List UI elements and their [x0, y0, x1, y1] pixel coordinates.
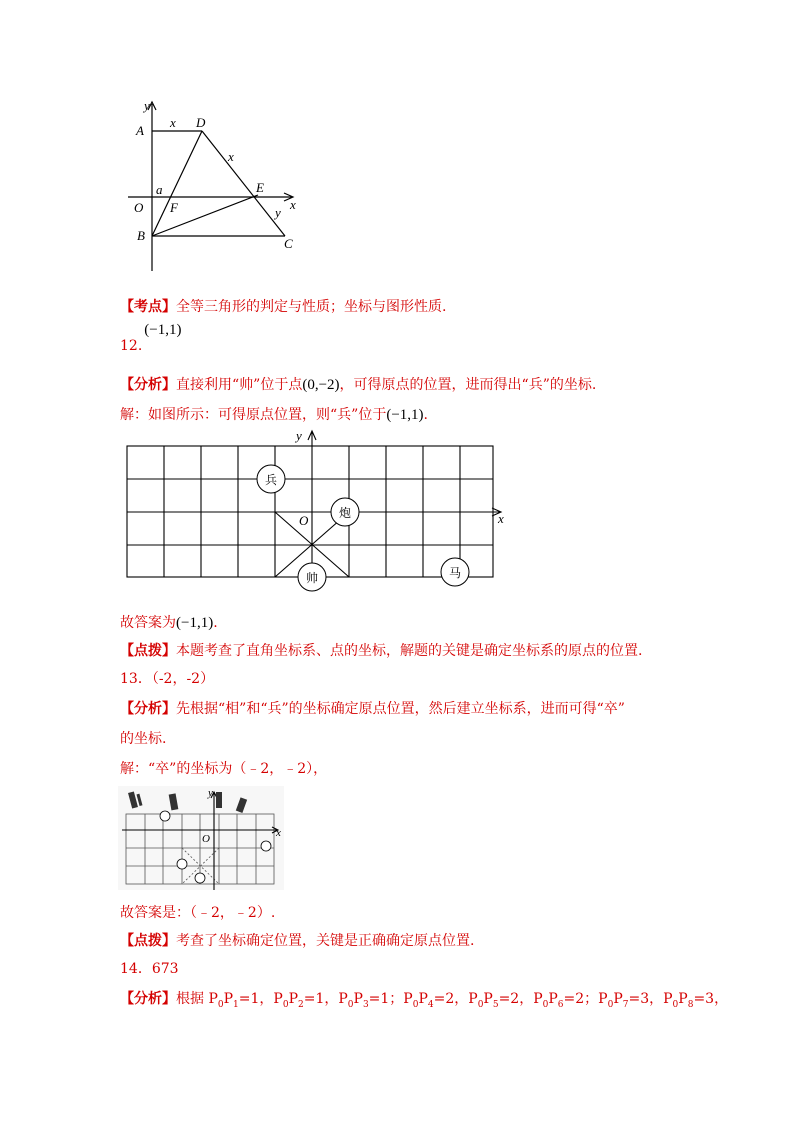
dianbo-13 — [120, 930, 474, 950]
label-y: y — [144, 98, 150, 113]
distance-value: =1；P — [368, 991, 413, 1007]
subscript-to: 3 — [362, 999, 369, 1010]
label-A: A — [136, 123, 144, 138]
ans12-point: (−1,1) — [176, 615, 214, 631]
fenxi12-text2: ，可得原点的位置，进而得出“兵”的坐标. — [339, 377, 597, 393]
ans-12 — [120, 612, 218, 632]
label-x-diag: x — [228, 149, 234, 164]
fenxi13-line1: 先根据“相”和“兵”的坐标确定原点位置，然后建立坐标系，进而可得“卒” — [176, 701, 625, 717]
scanned-board-figure — [118, 786, 284, 890]
subscript-to: 8 — [687, 999, 694, 1010]
dianbo13-text: 考查了坐标确定位置，关键是正确确定原点位置. — [176, 933, 475, 949]
fenxi-12 — [120, 374, 596, 394]
subscript-to: 5 — [492, 999, 499, 1010]
jie-13: 解：“卒”的坐标为（﹣2，﹣2）， — [120, 761, 328, 777]
subscript-to: 2 — [297, 999, 304, 1010]
q12-answer-point: (−1,1) — [144, 322, 182, 338]
label-a: a — [156, 182, 163, 197]
point-letter: P — [418, 991, 428, 1007]
point-letter: P — [678, 991, 688, 1007]
subscript-from: 0 — [412, 999, 419, 1010]
fenxi-14 — [120, 988, 728, 1010]
q14-answer: 14．673 — [120, 961, 179, 977]
jie12-text1: 解：如图所示：可得原点位置，则“兵”位于 — [120, 407, 387, 423]
ans-13: 故答案是：（﹣2，﹣2）. — [120, 905, 276, 921]
dianbo-12 — [120, 640, 642, 660]
piece-pao-label: 炮 — [338, 506, 352, 520]
ans12-text1: 故答案为 — [120, 615, 176, 631]
fenxi12-point: (0,−2) — [302, 377, 340, 393]
subscript-to: 1 — [233, 999, 239, 1010]
label-y-seg: y — [275, 205, 281, 220]
distance-value: =2，P — [498, 991, 543, 1007]
distance-value: =2；P — [563, 991, 608, 1007]
label-y: y — [296, 428, 302, 443]
label-x: x — [276, 827, 281, 839]
subscript-to: 4 — [427, 999, 434, 1010]
chess-grid-figure — [118, 424, 518, 596]
label-D: D — [196, 115, 206, 130]
point-letter: P — [353, 991, 363, 1007]
point-letter: P — [613, 991, 623, 1007]
segment-DC — [202, 131, 285, 236]
distance-value: =3， — [693, 991, 729, 1007]
point-letter: P — [288, 991, 298, 1007]
fenxi14-tag: 【分析】 — [120, 991, 176, 1007]
label-y: y — [208, 787, 213, 799]
label-C: C — [284, 236, 293, 251]
jie-12 — [120, 404, 428, 424]
jie12-point: (−1,1) — [386, 407, 424, 423]
point-letter: P — [548, 991, 558, 1007]
label-x: x — [498, 511, 504, 526]
piece-bing-label: 兵 — [264, 473, 278, 487]
fenxi13-tag: 【分析】 — [120, 701, 176, 717]
fenxi-13 — [120, 698, 625, 718]
piece-shuai — [195, 873, 205, 883]
distance-value: =3，P — [628, 991, 673, 1007]
piece-right — [261, 841, 271, 851]
segment-BE — [152, 195, 258, 236]
ans12-text2: . — [213, 615, 218, 631]
kaodian-text: 全等三角形的判定与性质；坐标与图形性质. — [176, 299, 447, 315]
piece-shuai-label: 帅 — [305, 571, 319, 585]
label-x-top: x — [170, 115, 176, 130]
subscript-to: 7 — [622, 999, 629, 1010]
fenxi12-text1: 直接利用“帅”位于点 — [176, 377, 303, 393]
piece-bing — [160, 811, 170, 821]
label-E: E — [256, 180, 264, 195]
distance-value: =2，P — [433, 991, 478, 1007]
point-letter: P — [483, 991, 493, 1007]
distance-value: =1，P — [303, 991, 348, 1007]
label-B: B — [137, 228, 145, 243]
subscript-from: 0 — [672, 999, 679, 1010]
piece-zu — [177, 859, 187, 869]
dianbo12-tag: 【点拨】 — [120, 643, 176, 659]
subscript-from: 0 — [217, 999, 224, 1010]
subscript-from: 0 — [347, 999, 354, 1010]
subscript-from: 0 — [477, 999, 484, 1010]
q13-answer: 13．（-2，-2） — [120, 671, 215, 687]
subscript-to: 6 — [557, 999, 564, 1010]
q12-answer — [120, 322, 182, 354]
label-x-axis: x — [290, 197, 296, 212]
kaodian-11 — [120, 296, 446, 316]
distance-value: =1，P — [238, 991, 283, 1007]
label-F: F — [170, 200, 178, 215]
dianbo12-text: 本题考查了直角坐标系、点的坐标，解题的关键是确定坐标系的原点的位置. — [176, 643, 643, 659]
jie12-text2: . — [423, 407, 428, 423]
piece-ma-label: 马 — [448, 566, 462, 580]
kaodian-tag: 【考点】 — [120, 299, 176, 315]
subscript-from: 0 — [607, 999, 614, 1010]
subscript-from: 0 — [542, 999, 549, 1010]
dianbo13-tag: 【点拨】 — [120, 933, 176, 949]
q12-number: 12. — [120, 338, 143, 354]
fenxi12-tag: 【分析】 — [120, 377, 176, 393]
fenxi13-line2: 的坐标. — [120, 731, 167, 747]
fenxi14-text: 根据 $P_0P_1=1$，$P_0P_2=1$，$P_0P_3=1$；$P_0P_4=2$，$P_0P_5=2$，$P_0P_6=2$；$P_0P_7=3$，$P_0P_8=3$， — [176, 991, 729, 1010]
label-origin: O — [202, 833, 210, 845]
triangle-figure — [120, 96, 320, 276]
point-letter: P — [223, 991, 234, 1007]
label-origin: O — [299, 513, 309, 528]
subscript-from: 0 — [282, 999, 289, 1010]
label-O: O — [134, 200, 144, 215]
